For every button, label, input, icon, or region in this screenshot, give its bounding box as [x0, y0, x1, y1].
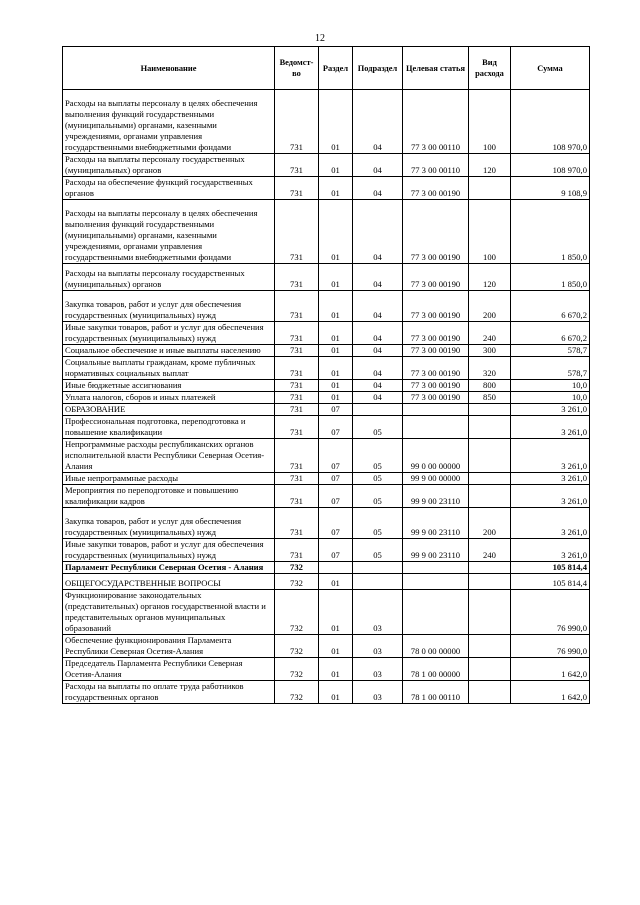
cell-expense-type	[469, 177, 511, 200]
cell-razdel: 01	[319, 681, 353, 704]
cell-podrazdel: 05	[353, 485, 403, 508]
cell-target-article: 78 1 00 00110	[403, 681, 469, 704]
cell-vedomstvo: 731	[275, 539, 319, 562]
cell-target-article	[403, 404, 469, 416]
cell-vedomstvo: 731	[275, 345, 319, 357]
cell-razdel: 01	[319, 590, 353, 635]
cell-name: ОБЩЕГОСУДАРСТВЕННЫЕ ВОПРОСЫ	[63, 574, 275, 590]
cell-name: Социальное обеспечение и иные выплаты населению	[63, 345, 275, 357]
cell-target-article: 99 9 00 00000	[403, 473, 469, 485]
cell-podrazdel: 04	[353, 264, 403, 291]
cell-name: Иные бюджетные ассигнования	[63, 380, 275, 392]
cell-expense-type	[469, 681, 511, 704]
cell-target-article: 99 9 00 23110	[403, 539, 469, 562]
table-row	[63, 485, 590, 508]
cell-vedomstvo: 731	[275, 508, 319, 539]
cell-expense-type	[469, 590, 511, 635]
cell-sum: 76 990,0	[511, 590, 590, 635]
cell-expense-type	[469, 416, 511, 439]
cell-expense-type	[469, 439, 511, 473]
cell-vedomstvo: 731	[275, 392, 319, 404]
col-header-podrazdel: Подраздел	[353, 47, 403, 90]
cell-target-article: 77 3 00 00190	[403, 322, 469, 345]
table-row	[63, 590, 590, 635]
cell-target-article: 77 3 00 00190	[403, 380, 469, 392]
cell-expense-type	[469, 404, 511, 416]
table-row	[63, 416, 590, 439]
cell-sum: 105 814,4	[511, 574, 590, 590]
cell-vedomstvo: 731	[275, 357, 319, 380]
cell-razdel: 07	[319, 473, 353, 485]
cell-name: Иные закупки товаров, работ и услуг для обеспечения государственных (муниципальных) нужд	[63, 322, 275, 345]
cell-vedomstvo: 731	[275, 380, 319, 392]
cell-razdel: 01	[319, 200, 353, 264]
cell-name: Профессиональная подготовка, переподготовка и повышение квалификации	[63, 416, 275, 439]
cell-razdel: 01	[319, 635, 353, 658]
table-row	[63, 473, 590, 485]
cell-razdel: 07	[319, 485, 353, 508]
cell-expense-type: 240	[469, 539, 511, 562]
cell-sum: 10,0	[511, 380, 590, 392]
cell-expense-type: 320	[469, 357, 511, 380]
cell-name: Расходы на выплаты персоналу государственных (муниципальных) органов	[63, 154, 275, 177]
cell-sum: 3 261,0	[511, 508, 590, 539]
cell-razdel: 01	[319, 154, 353, 177]
cell-razdel: 07	[319, 508, 353, 539]
table-row	[63, 357, 590, 380]
col-header-vedomstvo: Ведомст-во	[275, 47, 319, 90]
budget-table	[62, 46, 590, 704]
cell-expense-type: 800	[469, 380, 511, 392]
cell-target-article: 77 3 00 00190	[403, 357, 469, 380]
table-row	[63, 658, 590, 681]
col-header-name: Наименование	[63, 47, 275, 90]
cell-expense-type: 300	[469, 345, 511, 357]
table-row	[63, 380, 590, 392]
cell-sum: 76 990,0	[511, 635, 590, 658]
cell-name: Функционирование законодательных (представительных) органов государственной власти и представительных органов муниципальных образований	[63, 590, 275, 635]
table-row	[63, 681, 590, 704]
cell-podrazdel: 04	[353, 200, 403, 264]
cell-name: Расходы на выплаты персоналу в целях обеспечения выполнения функций государственными (муниципальными) органами, казенными учреждениями, органами управления государственными внебюджетными фондами	[63, 200, 275, 264]
cell-target-article: 77 3 00 00190	[403, 345, 469, 357]
cell-name: Расходы на выплаты персоналу государственных (муниципальных) органов	[63, 264, 275, 291]
cell-sum: 108 970,0	[511, 154, 590, 177]
table-row	[63, 508, 590, 539]
cell-razdel: 01	[319, 380, 353, 392]
table-row	[63, 562, 590, 574]
cell-target-article	[403, 416, 469, 439]
cell-name: Парламент Республики Северная Осетия - Алания	[63, 562, 275, 574]
cell-expense-type	[469, 562, 511, 574]
table-row	[63, 392, 590, 404]
cell-sum: 1 850,0	[511, 200, 590, 264]
cell-sum: 9 108,9	[511, 177, 590, 200]
cell-target-article: 99 9 00 23110	[403, 485, 469, 508]
cell-expense-type: 100	[469, 90, 511, 154]
cell-target-article: 78 0 00 00000	[403, 635, 469, 658]
cell-podrazdel: 05	[353, 508, 403, 539]
page-number: 12	[315, 33, 325, 44]
table-row	[63, 539, 590, 562]
cell-name: Закупка товаров, работ и услуг для обеспечения государственных (муниципальных) нужд	[63, 508, 275, 539]
cell-vedomstvo: 732	[275, 562, 319, 574]
cell-podrazdel: 03	[353, 590, 403, 635]
cell-razdel	[319, 562, 353, 574]
cell-name: Обеспечение функционирования Парламента Республики Северная Осетия-Алания	[63, 635, 275, 658]
table-row	[63, 345, 590, 357]
cell-razdel: 01	[319, 177, 353, 200]
table-row	[63, 200, 590, 264]
cell-podrazdel: 04	[353, 357, 403, 380]
cell-podrazdel: 04	[353, 154, 403, 177]
cell-expense-type: 240	[469, 322, 511, 345]
cell-vedomstvo: 732	[275, 635, 319, 658]
cell-podrazdel: 03	[353, 681, 403, 704]
cell-expense-type	[469, 574, 511, 590]
cell-sum: 6 670,2	[511, 291, 590, 322]
cell-vedomstvo: 731	[275, 485, 319, 508]
cell-target-article	[403, 574, 469, 590]
cell-vedomstvo: 732	[275, 590, 319, 635]
cell-name: Социальные выплаты гражданам, кроме публичных нормативных социальных выплат	[63, 357, 275, 380]
cell-target-article: 77 3 00 00190	[403, 200, 469, 264]
cell-expense-type: 200	[469, 508, 511, 539]
cell-sum: 3 261,0	[511, 404, 590, 416]
cell-podrazdel	[353, 404, 403, 416]
cell-sum: 3 261,0	[511, 485, 590, 508]
cell-vedomstvo: 731	[275, 291, 319, 322]
cell-name: Непрограммные расходы республиканских органов исполнительной власти Республики Северная Осетия-Алания	[63, 439, 275, 473]
cell-podrazdel: 04	[353, 177, 403, 200]
cell-razdel: 07	[319, 416, 353, 439]
table-row	[63, 404, 590, 416]
cell-name: Иные непрограммные расходы	[63, 473, 275, 485]
cell-podrazdel: 03	[353, 635, 403, 658]
cell-target-article: 77 3 00 00110	[403, 90, 469, 154]
cell-razdel: 01	[319, 90, 353, 154]
cell-sum: 1 850,0	[511, 264, 590, 291]
cell-podrazdel: 04	[353, 90, 403, 154]
table-row	[63, 574, 590, 590]
cell-podrazdel: 04	[353, 392, 403, 404]
cell-podrazdel: 03	[353, 658, 403, 681]
cell-podrazdel	[353, 562, 403, 574]
cell-name: ОБРАЗОВАНИЕ	[63, 404, 275, 416]
cell-sum: 10,0	[511, 392, 590, 404]
col-header-target-article: Целевая статья	[403, 47, 469, 90]
cell-podrazdel: 04	[353, 380, 403, 392]
cell-sum: 6 670,2	[511, 322, 590, 345]
cell-vedomstvo: 731	[275, 439, 319, 473]
cell-expense-type	[469, 635, 511, 658]
cell-vedomstvo: 732	[275, 681, 319, 704]
cell-target-article: 99 0 00 00000	[403, 439, 469, 473]
cell-vedomstvo: 731	[275, 90, 319, 154]
cell-podrazdel: 05	[353, 473, 403, 485]
cell-razdel: 01	[319, 574, 353, 590]
cell-podrazdel: 05	[353, 439, 403, 473]
cell-razdel: 07	[319, 539, 353, 562]
cell-expense-type	[469, 485, 511, 508]
table-row	[63, 90, 590, 154]
cell-sum: 1 642,0	[511, 681, 590, 704]
cell-expense-type	[469, 473, 511, 485]
cell-razdel: 01	[319, 322, 353, 345]
table-row	[63, 291, 590, 322]
cell-razdel: 07	[319, 404, 353, 416]
table-row	[63, 635, 590, 658]
cell-sum: 3 261,0	[511, 416, 590, 439]
cell-razdel: 07	[319, 439, 353, 473]
cell-name: Расходы на обеспечение функций государственных органов	[63, 177, 275, 200]
cell-name: Мероприятия по переподготовке и повышению квалификации кадров	[63, 485, 275, 508]
cell-vedomstvo: 731	[275, 154, 319, 177]
cell-expense-type: 850	[469, 392, 511, 404]
cell-sum: 3 261,0	[511, 539, 590, 562]
cell-target-article	[403, 562, 469, 574]
cell-vedomstvo: 731	[275, 200, 319, 264]
cell-expense-type: 120	[469, 264, 511, 291]
cell-razdel: 01	[319, 392, 353, 404]
table-row	[63, 154, 590, 177]
cell-razdel: 01	[319, 291, 353, 322]
cell-target-article: 78 1 00 00000	[403, 658, 469, 681]
cell-sum: 1 642,0	[511, 658, 590, 681]
cell-podrazdel: 04	[353, 322, 403, 345]
cell-podrazdel	[353, 574, 403, 590]
cell-sum: 105 814,4	[511, 562, 590, 574]
cell-expense-type: 100	[469, 200, 511, 264]
cell-sum: 3 261,0	[511, 439, 590, 473]
cell-podrazdel: 05	[353, 539, 403, 562]
cell-target-article: 77 3 00 00190	[403, 177, 469, 200]
col-header-razdel: Раздел	[319, 47, 353, 90]
cell-name: Иные закупки товаров, работ и услуг для обеспечения государственных (муниципальных) нужд	[63, 539, 275, 562]
table-header-row	[63, 47, 590, 90]
cell-podrazdel: 04	[353, 291, 403, 322]
cell-target-article: 77 3 00 00110	[403, 154, 469, 177]
cell-sum: 578,7	[511, 345, 590, 357]
table-row	[63, 439, 590, 473]
table-row	[63, 264, 590, 291]
cell-vedomstvo: 731	[275, 473, 319, 485]
cell-vedomstvo: 732	[275, 574, 319, 590]
cell-vedomstvo: 732	[275, 658, 319, 681]
col-header-expense-type: Вид расхода	[469, 47, 511, 90]
cell-sum: 3 261,0	[511, 473, 590, 485]
cell-vedomstvo: 731	[275, 264, 319, 291]
cell-target-article	[403, 590, 469, 635]
cell-name: Председатель Парламента Республики Северная Осетия-Алания	[63, 658, 275, 681]
cell-name: Расходы на выплаты по оплате труда работников государственных органов	[63, 681, 275, 704]
table-row	[63, 322, 590, 345]
cell-name: Закупка товаров, работ и услуг для обеспечения государственных (муниципальных) нужд	[63, 291, 275, 322]
cell-sum: 578,7	[511, 357, 590, 380]
cell-sum: 108 970,0	[511, 90, 590, 154]
cell-target-article: 99 9 00 23110	[403, 508, 469, 539]
cell-name: Уплата налогов, сборов и иных платежей	[63, 392, 275, 404]
cell-target-article: 77 3 00 00190	[403, 291, 469, 322]
cell-expense-type: 200	[469, 291, 511, 322]
cell-target-article: 77 3 00 00190	[403, 264, 469, 291]
cell-podrazdel: 04	[353, 345, 403, 357]
cell-podrazdel: 05	[353, 416, 403, 439]
table-row	[63, 177, 590, 200]
table-body	[63, 90, 590, 704]
col-header-sum: Сумма	[511, 47, 590, 90]
cell-razdel: 01	[319, 345, 353, 357]
cell-razdel: 01	[319, 264, 353, 291]
cell-expense-type	[469, 658, 511, 681]
cell-vedomstvo: 731	[275, 322, 319, 345]
cell-vedomstvo: 731	[275, 177, 319, 200]
cell-vedomstvo: 731	[275, 404, 319, 416]
cell-razdel: 01	[319, 357, 353, 380]
cell-name: Расходы на выплаты персоналу в целях обеспечения выполнения функций государственными (муниципальными) органами, казенными учреждениями, органами управления государственными внебюджетными фондами	[63, 90, 275, 154]
cell-expense-type: 120	[469, 154, 511, 177]
cell-vedomstvo: 731	[275, 416, 319, 439]
cell-razdel: 01	[319, 658, 353, 681]
cell-target-article: 77 3 00 00190	[403, 392, 469, 404]
